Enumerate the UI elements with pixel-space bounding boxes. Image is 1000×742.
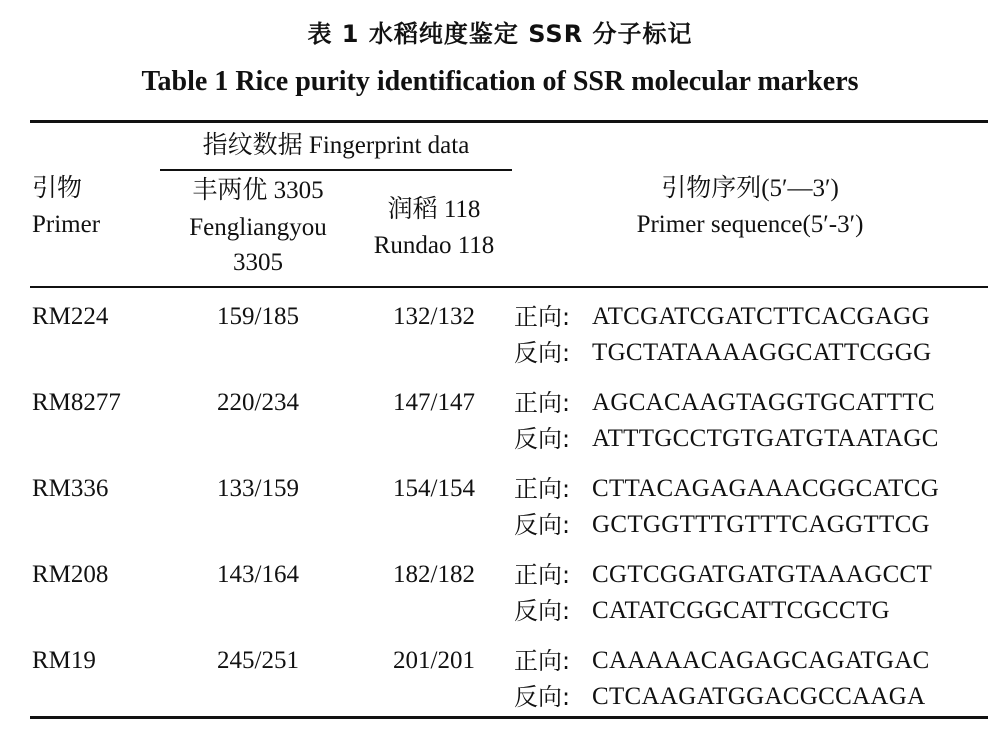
- fingerprint-rundao: 201/201: [393, 647, 475, 674]
- fingerprint-rundao: 147/147: [393, 389, 475, 416]
- header-col1-line1: 丰两优 3305: [192, 177, 324, 204]
- forward-label: 正向:: [514, 389, 571, 417]
- forward-label: 正向:: [514, 647, 571, 675]
- forward-sequence: CTTACAGAGAAACGGCATCG: [592, 475, 940, 502]
- fingerprint-rule: [160, 169, 512, 171]
- fingerprint-fengliangyou: 143/164: [217, 561, 299, 588]
- fingerprint-fengliangyou: 245/251: [217, 647, 299, 674]
- header-fingerprint: 指纹数据 Fingerprint data: [202, 132, 470, 159]
- header-primer-cn: 引物: [32, 175, 83, 202]
- header-col2-line1: 润稻 118: [387, 196, 481, 223]
- header-rule: [30, 286, 988, 288]
- header-sequence-en: Primer sequence(5′-3′): [636, 211, 864, 238]
- bottom-rule: [30, 716, 988, 719]
- primer-name: RM224: [32, 303, 109, 330]
- header-col1-line2: Fengliangyou: [189, 214, 327, 241]
- primer-name: RM19: [32, 647, 96, 674]
- reverse-label: 反向:: [514, 597, 571, 625]
- reverse-sequence: CTCAAGATGGACGCCAAGA: [592, 683, 926, 710]
- forward-sequence: AGCACAAGTAGGTGCATTTC: [592, 389, 935, 416]
- forward-label: 正向:: [514, 475, 571, 503]
- forward-sequence: ATCGATCGATCTTCACGAGG: [592, 303, 930, 330]
- fingerprint-rundao: 154/154: [393, 475, 475, 502]
- header-sequence-cn: 引物序列(5′—3′): [661, 175, 839, 202]
- reverse-label: 反向:: [514, 339, 571, 367]
- forward-sequence: CGTCGGATGATGTAAAGCCT: [592, 561, 933, 588]
- header-col2-line2: Rundao 118: [373, 232, 495, 259]
- forward-sequence: CAAAAACAGAGCAGATGAC: [592, 647, 930, 674]
- top-rule: [30, 120, 988, 123]
- fingerprint-fengliangyou: 159/185: [217, 303, 299, 330]
- reverse-sequence: TGCTATAAAAGGCATTCGGG: [592, 339, 932, 366]
- table-title-chinese: 表 1 水稻纯度鉴定 SSR 分子标记: [307, 20, 693, 48]
- table-title-english: Table 1 Rice purity identification of SSR molecular markers: [141, 66, 859, 97]
- primer-name: RM8277: [32, 389, 121, 416]
- forward-label: 正向:: [514, 561, 571, 589]
- reverse-label: 反向:: [514, 511, 571, 539]
- reverse-sequence: CATATCGGCATTCGCCTG: [592, 597, 890, 624]
- primer-name: RM336: [32, 475, 109, 502]
- reverse-label: 反向:: [514, 683, 571, 711]
- header-col1-line3: 3305: [233, 249, 283, 276]
- primer-name: RM208: [32, 561, 109, 588]
- fingerprint-rundao: 132/132: [393, 303, 475, 330]
- header-primer-en: Primer: [32, 211, 101, 238]
- forward-label: 正向:: [514, 303, 571, 331]
- fingerprint-rundao: 182/182: [393, 561, 475, 588]
- reverse-sequence: GCTGGTTTGTTTCAGGTTCG: [592, 511, 930, 538]
- fingerprint-fengliangyou: 133/159: [217, 475, 299, 502]
- reverse-label: 反向:: [514, 425, 571, 453]
- reverse-sequence: ATTTGCCTGTGATGTAATAGC: [592, 425, 939, 452]
- fingerprint-fengliangyou: 220/234: [217, 389, 299, 416]
